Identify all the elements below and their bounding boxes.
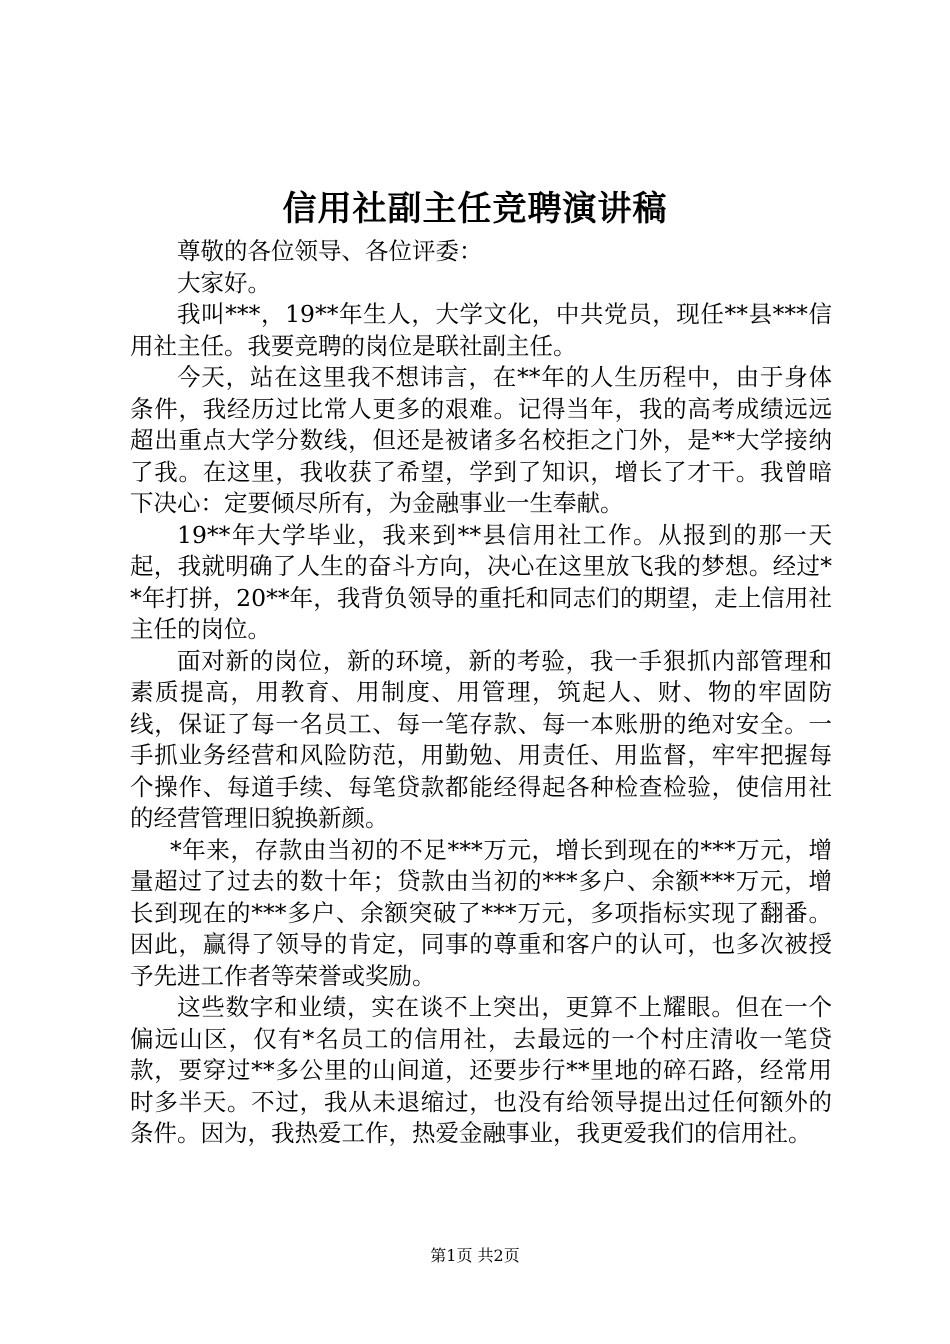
paragraph-background: 今天，站在这里我不想讳言，在**年的人生历程中，由于身体条件，我经历过比常人更多的艰难。记得当年，我的高考成绩远远超出重点大学分数线，但还是被诸多名校拒之门外，是**大学接纳了我。在这里，我收获了希望，学到了知识，增长了才干。我曾暗下决心：定要倾尽所有，为金融事业一生奉献。 xyxy=(130,363,832,517)
document-title: 信用社副主任竞聘演讲稿 xyxy=(282,189,668,229)
document-body xyxy=(130,236,832,1150)
paragraph-introduction: 我叫***，19**年生人，大学文化，中共党员，现任**县***信用社主任。我要竞聘的岗位是联社副主任。 xyxy=(130,300,832,360)
paragraph-management: 面对新的岗位，新的环境，新的考验，我一手狠抓内部管理和素质提高，用教育、用制度、用管理，筑起人、财、物的牢固防线，保证了每一名员工、每一笔存款、每一本账册的绝对安全。一手抓业务经营和风险防范，用勤勉、用责任、用监督，牢牢把握每个操作、每道手续、每笔贷款都能经得起各种检查检验，使信用社的经营管理旧貌换新颜。 xyxy=(130,646,832,832)
paragraph-career-start: 19**年大学毕业，我来到**县信用社工作。从报到的那一天起，我就明确了人生的奋斗方向，决心在这里放飞我的梦想。经过**年打拼，20**年，我背负领导的重托和同志们的期望，走上信用社主任的岗位。 xyxy=(130,520,832,643)
paragraph-salutation: 尊敬的各位领导、各位评委： xyxy=(177,237,483,265)
paragraph-dedication: 这些数字和业绩，实在谈不上突出，更算不上耀眼。但在一个偏远山区，仅有*名员工的信用社，去最远的一个村庄清收一笔贷款，要穿过**多公里的山间道，还要步行**里地的碎石路，经常用时多半天。不过，我从未退缩过，也没有给领导提出过任何额外的条件。因为，我热爱工作，热爱金融事业，我更爱我们的信用社。 xyxy=(130,993,832,1147)
paragraph-greeting: 大家好。 xyxy=(177,268,271,297)
page-footer: 第1页 共2页 xyxy=(430,1246,520,1265)
paragraph-achievements: *年来，存款由当初的不足***万元，增长到现在的***万元，增量超过了过去的数十年；贷款由当初的***多户、余额***万元，增长到现在的***多户、余额突破了***万元，多项指标实现了翻番。因此，赢得了领导的肯定，同事的尊重和客户的认可，也多次被授予先进工作者等荣誉或奖励。 xyxy=(130,835,832,990)
